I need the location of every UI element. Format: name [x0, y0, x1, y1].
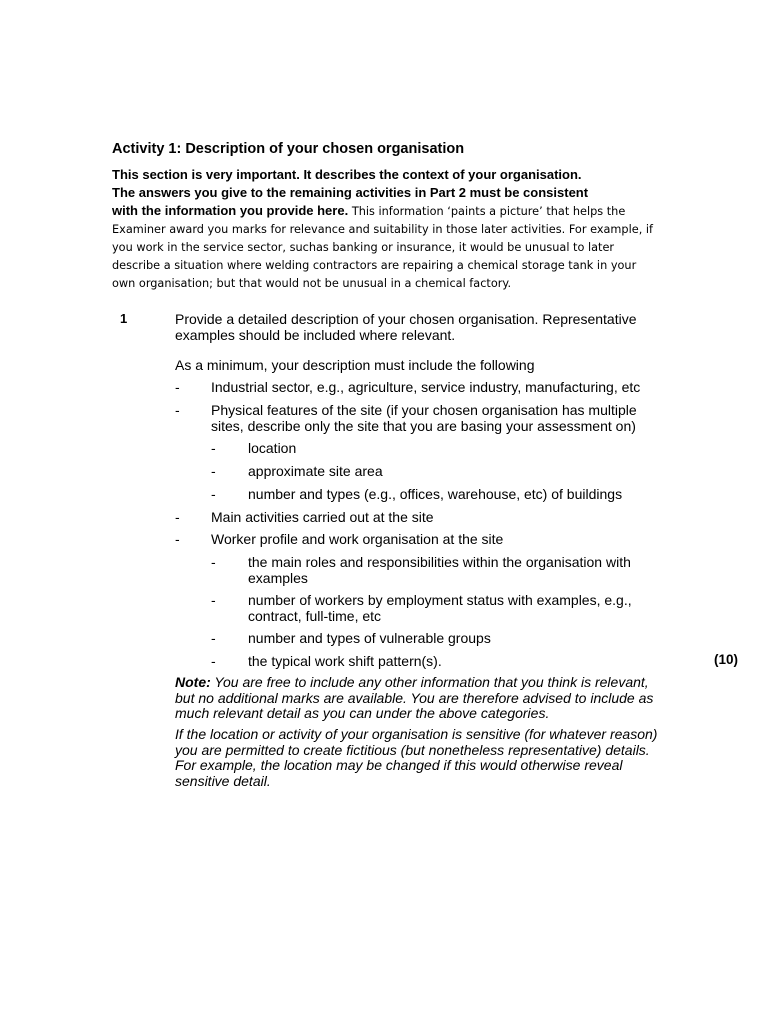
list-item-worker-profile: Worker profile and work organisation at the site [211, 531, 504, 547]
list-dash: - [211, 486, 216, 502]
minimum-requirements-intro: As a minimum, your description must include the following [175, 357, 535, 373]
intro-bold-line: The answers you give to the remaining activities in Part 2 must be consistent [112, 185, 589, 200]
note-label: Note: [175, 674, 211, 690]
sensitivity-line: you are permitted to create fictitious (but nonetheless representative) details. [175, 741, 650, 758]
question-line: examples should be included where relevant. [175, 327, 456, 343]
intro-bold-line: with the information you provide here. [112, 203, 349, 218]
list-dash: - [175, 402, 180, 418]
marks-label: (10) [714, 652, 739, 667]
sensitivity-line: If the location or activity of your organisation is sensitive (for whatever reason) [175, 726, 658, 742]
list-item-sector: Industrial sector, e.g., agriculture, service industry, manufacturing, etc [211, 379, 641, 395]
sensitivity-line: sensitive detail. [175, 772, 271, 789]
note-line [175, 675, 675, 691]
question-text [175, 311, 675, 343]
list-dash: - [175, 379, 180, 395]
intro-normal-line: describe a situation where welding contractors are repairing a chemical storage tank in your [112, 259, 637, 272]
note-paragraph [175, 675, 675, 722]
list-item-workers-status [248, 592, 632, 624]
list-item-line: sites, describe only the site that you are basing your assessment on) [211, 418, 636, 434]
note-text: You are free to include any other information that you think is relevant, [210, 674, 649, 690]
intro-normal-line: This information ‘paints a picture’ that helps the [351, 205, 626, 218]
list-item-line: contract, full-time, etc [248, 608, 382, 624]
list-item-line: the main roles and responsibilities within the organisation with [248, 554, 631, 570]
activity-title: Activity 1: Description of your chosen organisation [112, 141, 465, 157]
list-dash: - [175, 531, 180, 547]
list-item-line: examples [248, 570, 308, 586]
list-item-physical-features [211, 402, 637, 434]
list-item-vulnerable-groups: number and types of vulnerable groups [248, 630, 491, 646]
list-dash: - [211, 463, 216, 479]
intro-mixed-line [112, 202, 672, 221]
sensitivity-paragraph [175, 727, 675, 789]
list-item-main-activities: Main activities carried out at the site [211, 509, 434, 525]
list-item-buildings: number and types (e.g., offices, warehouse, etc) of buildings [248, 486, 623, 502]
list-item-line: Physical features of the site (if your chosen organisation has multiple [211, 402, 637, 418]
intro-normal-line: Examiner award you marks for relevance and suitability in those later activities. For example, if [112, 223, 653, 236]
intro-paragraph [112, 166, 672, 293]
list-dash: - [211, 592, 216, 608]
list-dash: - [211, 554, 216, 570]
note-line: but no additional marks are available. You are therefore advised to include as [175, 689, 654, 706]
question-line: Provide a detailed description of your chosen organisation. Representative [175, 311, 637, 327]
note-line: much relevant detail as you can under the above categories. [175, 705, 550, 721]
list-dash: - [175, 509, 180, 525]
list-dash: - [211, 653, 216, 669]
list-item-roles [248, 554, 631, 586]
list-item-location: location [248, 440, 297, 456]
sensitivity-line: For example, the location may be changed if this would otherwise reveal [175, 757, 623, 773]
list-dash: - [211, 440, 216, 456]
intro-normal-line: own organisation; but that would not be unusual in a chemical factory. [112, 277, 512, 290]
intro-normal-line: you work in the service sector, suchas banking or insurance, it would be unusual to later [112, 241, 615, 254]
intro-bold-line: This section is very important. It describes the context of your organisation. [112, 167, 582, 182]
list-item-line: number of workers by employment status with examples, e.g., [248, 592, 632, 608]
question-number: 1 [120, 311, 128, 326]
list-item-shift-pattern: the typical work shift pattern(s). [248, 653, 442, 669]
list-dash: - [211, 630, 216, 646]
list-item-site-area: approximate site area [248, 463, 383, 479]
